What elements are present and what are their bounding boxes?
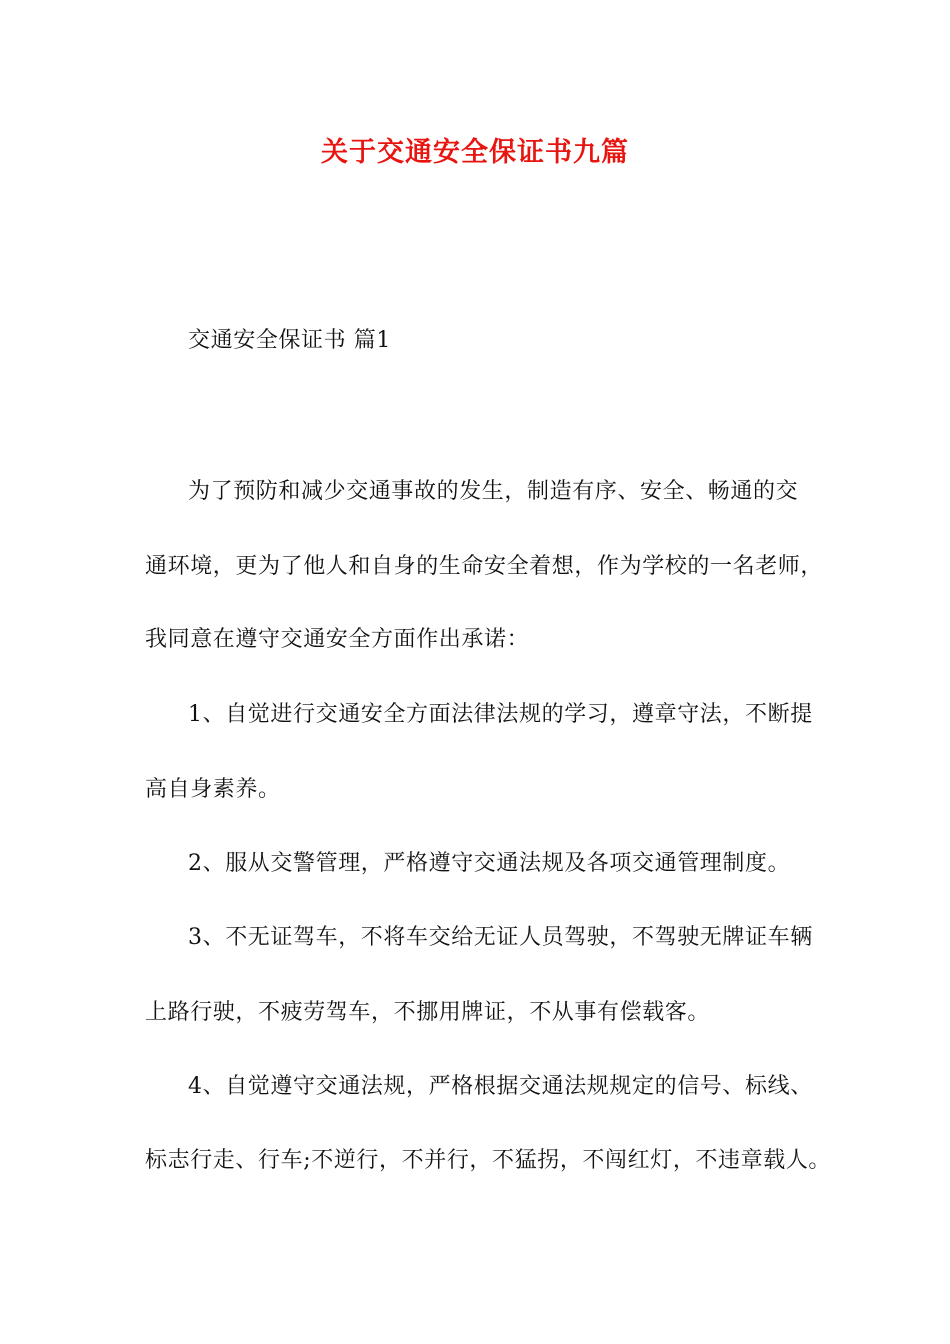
paragraph-line: 2、服从交警管理，严格遵守交通法规及各项交通管理制度。 (188, 851, 791, 876)
document-title: 关于交通安全保证书九篇 (321, 137, 629, 168)
paragraph-line: 3、不无证驾车，不将车交给无证人员驾驶，不驾驶无牌证车辆 (188, 925, 813, 950)
paragraph-line: 通环境，更为了他人和自身的生命安全着想，作为学校的一名老师， (145, 554, 824, 579)
paragraph-line: 1、自觉进行交通安全方面法律法规的学习，遵章守法，不断提 (188, 702, 813, 727)
paragraph-line: 4、自觉遵守交通法规，严格根据交通法规规定的信号、标线、 (188, 1074, 813, 1099)
paragraph-line: 高自身素养。 (145, 777, 281, 802)
section-heading: 交通安全保证书 篇1 (188, 328, 391, 353)
paragraph-line: 为了预防和减少交通事故的发生，制造有序、安全、畅通的交 (188, 479, 799, 504)
paragraph-line: 标志行走、行车;不逆行，不并行，不猛拐，不闯红灯，不违章载人。 (145, 1148, 832, 1173)
paragraph-line: 上路行驶，不疲劳驾车，不挪用牌证，不从事有偿载客。 (145, 1000, 711, 1025)
paragraph-line: 我同意在遵守交通安全方面作出承诺： (145, 627, 530, 652)
